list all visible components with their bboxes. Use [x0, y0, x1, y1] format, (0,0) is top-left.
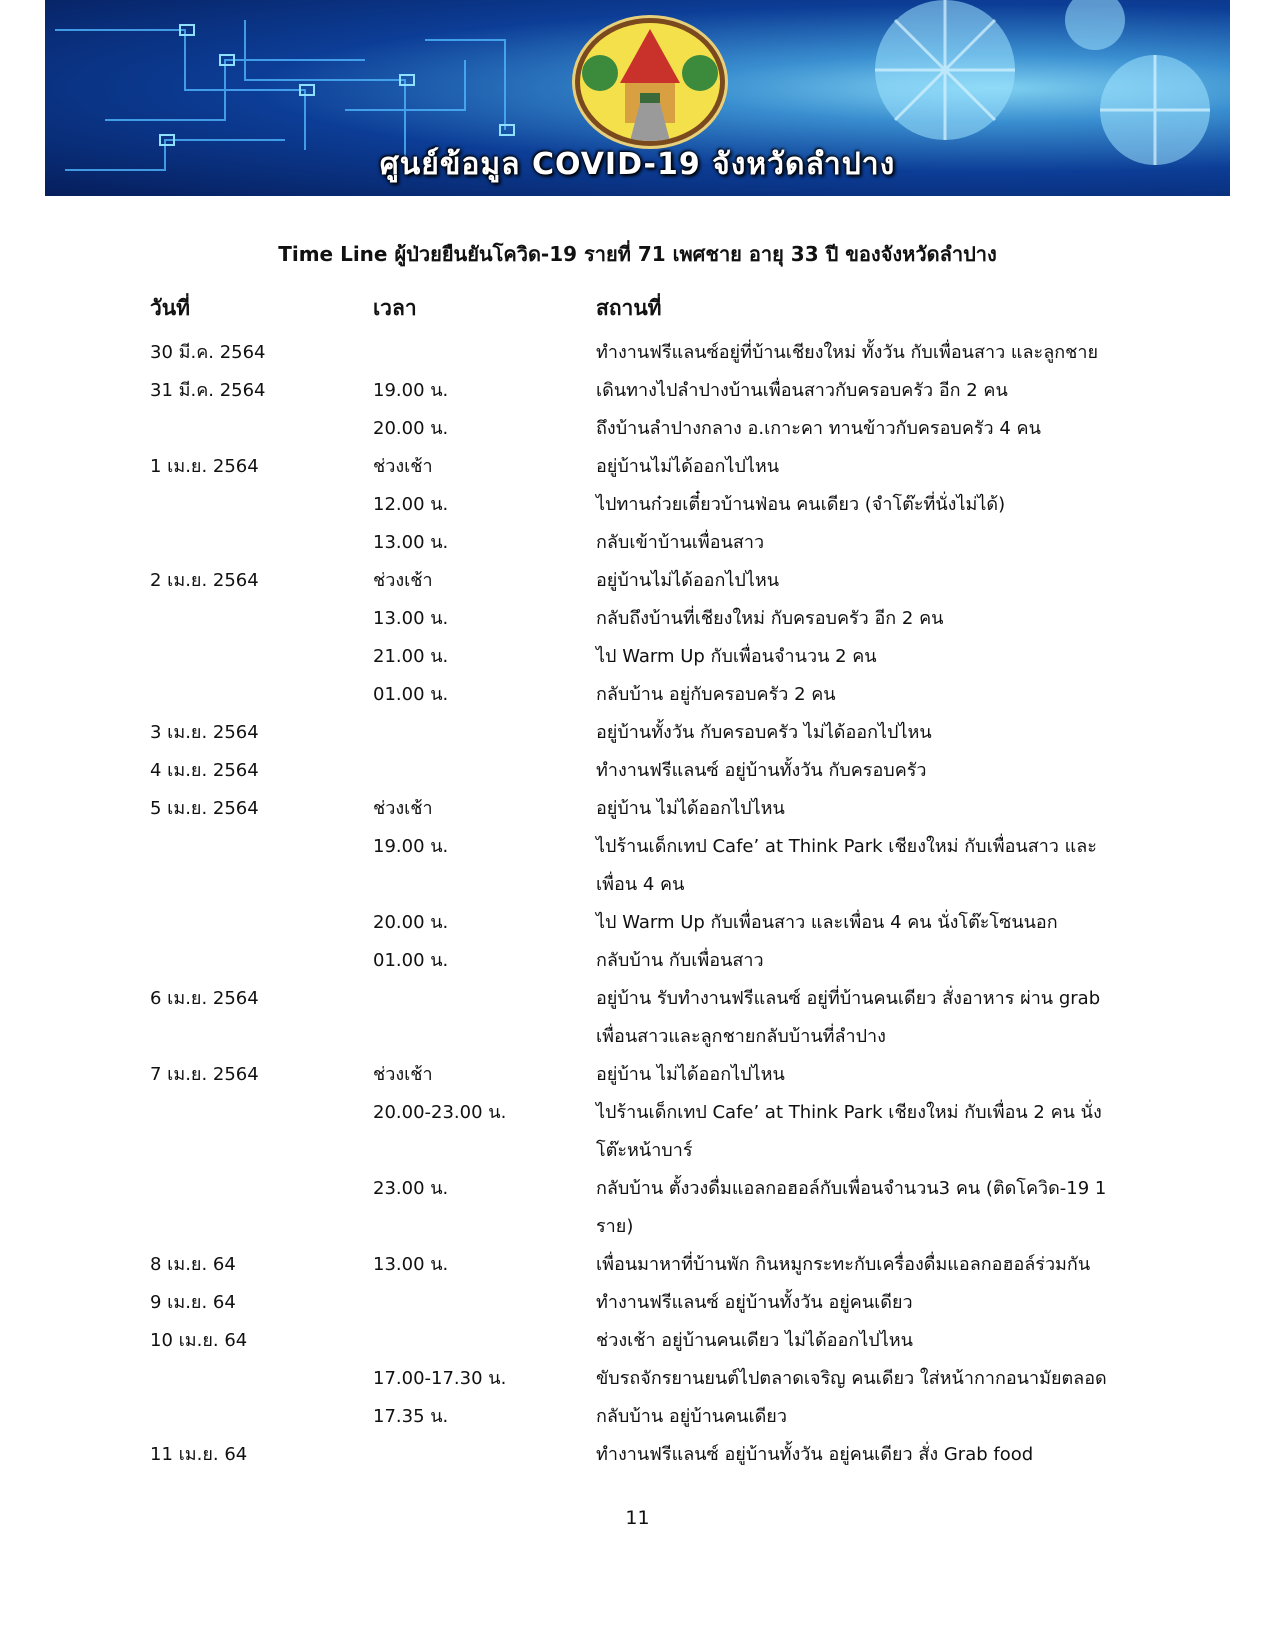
place-cell: ทำงานฟรีแลนซ์ อยู่บ้านทั้งวัน กับครอบครัว [596, 760, 927, 781]
seal-emblem-icon [580, 23, 720, 141]
date-cell: 6 เม.ย. 2564 [150, 988, 259, 1009]
table-row [0, 790, 1275, 828]
time-cell: 13.00 น. [373, 1254, 449, 1275]
table-row [0, 372, 1275, 410]
place-cell: ไป Warm Up กับเพื่อนสาว และเพื่อน 4 คน นั่งโต๊ะโซนนอก [596, 912, 1058, 933]
table-row [0, 942, 1275, 980]
table-row [0, 410, 1275, 448]
date-cell: 5 เม.ย. 2564 [150, 798, 259, 819]
place-cell: ไปทานก๋วยเตี๋ยวบ้านฟ่อน คนเดียว (จำโต๊ะที่นั่งไม่ได้) [596, 494, 1006, 515]
table-row [0, 1436, 1275, 1474]
date-cell: 30 มี.ค. 2564 [150, 342, 266, 363]
time-cell: 17.00-17.30 น. [373, 1368, 507, 1389]
place-cell: ทำงานฟรีแลนซ์ อยู่บ้านทั้งวัน อยู่คนเดียว [596, 1292, 913, 1313]
date-cell: 9 เม.ย. 64 [150, 1292, 236, 1313]
table-row [0, 1398, 1275, 1436]
table-row [0, 562, 1275, 600]
table-row [0, 980, 1275, 1056]
place-cell: กลับถึงบ้านที่เชียงใหม่ กับครอบครัว อีก 2 คน [596, 608, 944, 629]
date-cell: 31 มี.ค. 2564 [150, 380, 266, 401]
place-cell: เดินทางไปลำปางบ้านเพื่อนสาวกับครอบครัว อีก 2 คน [596, 380, 1008, 401]
time-cell: 13.00 น. [373, 532, 449, 553]
place-cell: ช่วงเช้า อยู่บ้านคนเดียว ไม่ได้ออกไปไหน [596, 1330, 913, 1351]
table-row [0, 448, 1275, 486]
place-cell: กลับบ้าน กับเพื่อนสาว [596, 950, 764, 971]
place-cell: กลับเข้าบ้านเพื่อนสาว [596, 532, 765, 553]
table-row [0, 524, 1275, 562]
table-row [0, 714, 1275, 752]
time-cell: 20.00 น. [373, 912, 449, 933]
place-cell: ไปร้านเด็กเทป Cafe’ at Think Park เชียงใหม่ กับเพื่อนสาว และเพื่อน 4 คน [596, 836, 1097, 895]
place-cell: ขับรถจักรยานยนต์ไปตลาดเจริญ คนเดียว ใส่หน้ากากอนามัยตลอด [596, 1368, 1107, 1389]
page-number: 11 [625, 1507, 650, 1529]
time-cell: 19.00 น. [373, 380, 449, 401]
place-cell: ไป Warm Up กับเพื่อนจำนวน 2 คน [596, 646, 877, 667]
place-cell: ไปร้านเด็กเทป Cafe’ at Think Park เชียงใหม่ กับเพื่อน 2 คน นั่งโต๊ะหน้าบาร์ [596, 1102, 1102, 1161]
place-cell: ทำงานฟรีแลนซ์ อยู่บ้านทั้งวัน อยู่คนเดียว สั่ง Grab food [596, 1444, 1034, 1465]
table-row [0, 1170, 1275, 1246]
date-cell: 2 เม.ย. 2564 [150, 570, 259, 591]
place-cell: เพื่อนมาหาที่บ้านพัก กินหมูกระทะกับเครื่องดื่มแอลกอฮอล์ร่วมกัน [596, 1254, 1091, 1275]
table-row [0, 1094, 1275, 1170]
table-row [0, 1246, 1275, 1284]
time-cell: ช่วงเช้า [373, 456, 433, 477]
banner-title: ศูนย์ข้อมูล COVID-19 จังหวัดลำปาง [379, 147, 896, 182]
table-row [0, 752, 1275, 790]
date-cell: 8 เม.ย. 64 [150, 1254, 236, 1275]
province-seal-logo [575, 18, 725, 146]
place-cell: อยู่บ้าน ไม่ได้ออกไปไหน [596, 1064, 785, 1085]
table-row [0, 600, 1275, 638]
place-cell: ทำงานฟรีแลนซ์อยู่ที่บ้านเชียงใหม่ ทั้งวัน กับเพื่อนสาว และลูกชาย [596, 342, 1099, 363]
document-title: Time Line ผู้ป่วยยืนยันโควิด-19 รายที่ 71 เพศชาย อายุ 33 ปี ของจังหวัดลำปาง [278, 242, 997, 266]
place-cell: กลับบ้าน อยู่กับครอบครัว 2 คน [596, 684, 836, 705]
table-row [0, 1056, 1275, 1094]
time-cell: 13.00 น. [373, 608, 449, 629]
place-cell: กลับบ้าน ตั้งวงดื่มแอลกอฮอล์กับเพื่อนจำนวน3 คน (ติดโควิด-19 1 ราย) [596, 1178, 1107, 1237]
time-cell: 20.00-23.00 น. [373, 1102, 507, 1123]
place-cell: อยู่บ้านไม่ได้ออกไปไหน [596, 456, 780, 477]
table-row [0, 904, 1275, 942]
table-row [0, 1360, 1275, 1398]
column-header-date: วันที่ [150, 296, 190, 320]
date-cell: 3 เม.ย. 2564 [150, 722, 259, 743]
time-cell: 20.00 น. [373, 418, 449, 439]
table-row [0, 1284, 1275, 1322]
time-cell: 01.00 น. [373, 684, 449, 705]
table-row [0, 334, 1275, 372]
place-cell: ถึงบ้านลำปางกลาง อ.เกาะคา ทานข้าวกับครอบครัว 4 คน [596, 418, 1041, 439]
date-cell: 1 เม.ย. 2564 [150, 456, 259, 477]
date-cell: 7 เม.ย. 2564 [150, 1064, 259, 1085]
place-cell: อยู่บ้านทั้งวัน กับครอบครัว ไม่ได้ออกไปไหน [596, 722, 932, 743]
date-cell: 10 เม.ย. 64 [150, 1330, 248, 1351]
time-cell: ช่วงเช้า [373, 570, 433, 591]
time-cell: 21.00 น. [373, 646, 449, 667]
table-row [0, 638, 1275, 676]
place-cell: อยู่บ้าน รับทำงานฟรีแลนซ์ อยู่ที่บ้านคนเดียว สั่งอาหาร ผ่าน grab เพื่อนสาวและลูกชายกลับบ้านที่ลำปาง [596, 988, 1101, 1047]
banner [45, 0, 1230, 196]
column-header-place: สถานที่ [596, 296, 662, 320]
time-cell: 12.00 น. [373, 494, 449, 515]
table-row [0, 676, 1275, 714]
table-row [0, 1322, 1275, 1360]
time-cell: 19.00 น. [373, 836, 449, 857]
column-header-time: เวลา [373, 296, 417, 320]
time-cell: ช่วงเช้า [373, 798, 433, 819]
table-row [0, 828, 1275, 904]
time-cell: ช่วงเช้า [373, 1064, 433, 1085]
time-cell: 01.00 น. [373, 950, 449, 971]
timeline-table [0, 334, 1275, 1474]
date-cell: 4 เม.ย. 2564 [150, 760, 259, 781]
place-cell: กลับบ้าน อยู่บ้านคนเดียว [596, 1406, 787, 1427]
place-cell: อยู่บ้านไม่ได้ออกไปไหน [596, 570, 780, 591]
place-cell: อยู่บ้าน ไม่ได้ออกไปไหน [596, 798, 785, 819]
time-cell: 17.35 น. [373, 1406, 449, 1427]
time-cell: 23.00 น. [373, 1178, 449, 1199]
date-cell: 11 เม.ย. 64 [150, 1444, 248, 1465]
table-row [0, 486, 1275, 524]
